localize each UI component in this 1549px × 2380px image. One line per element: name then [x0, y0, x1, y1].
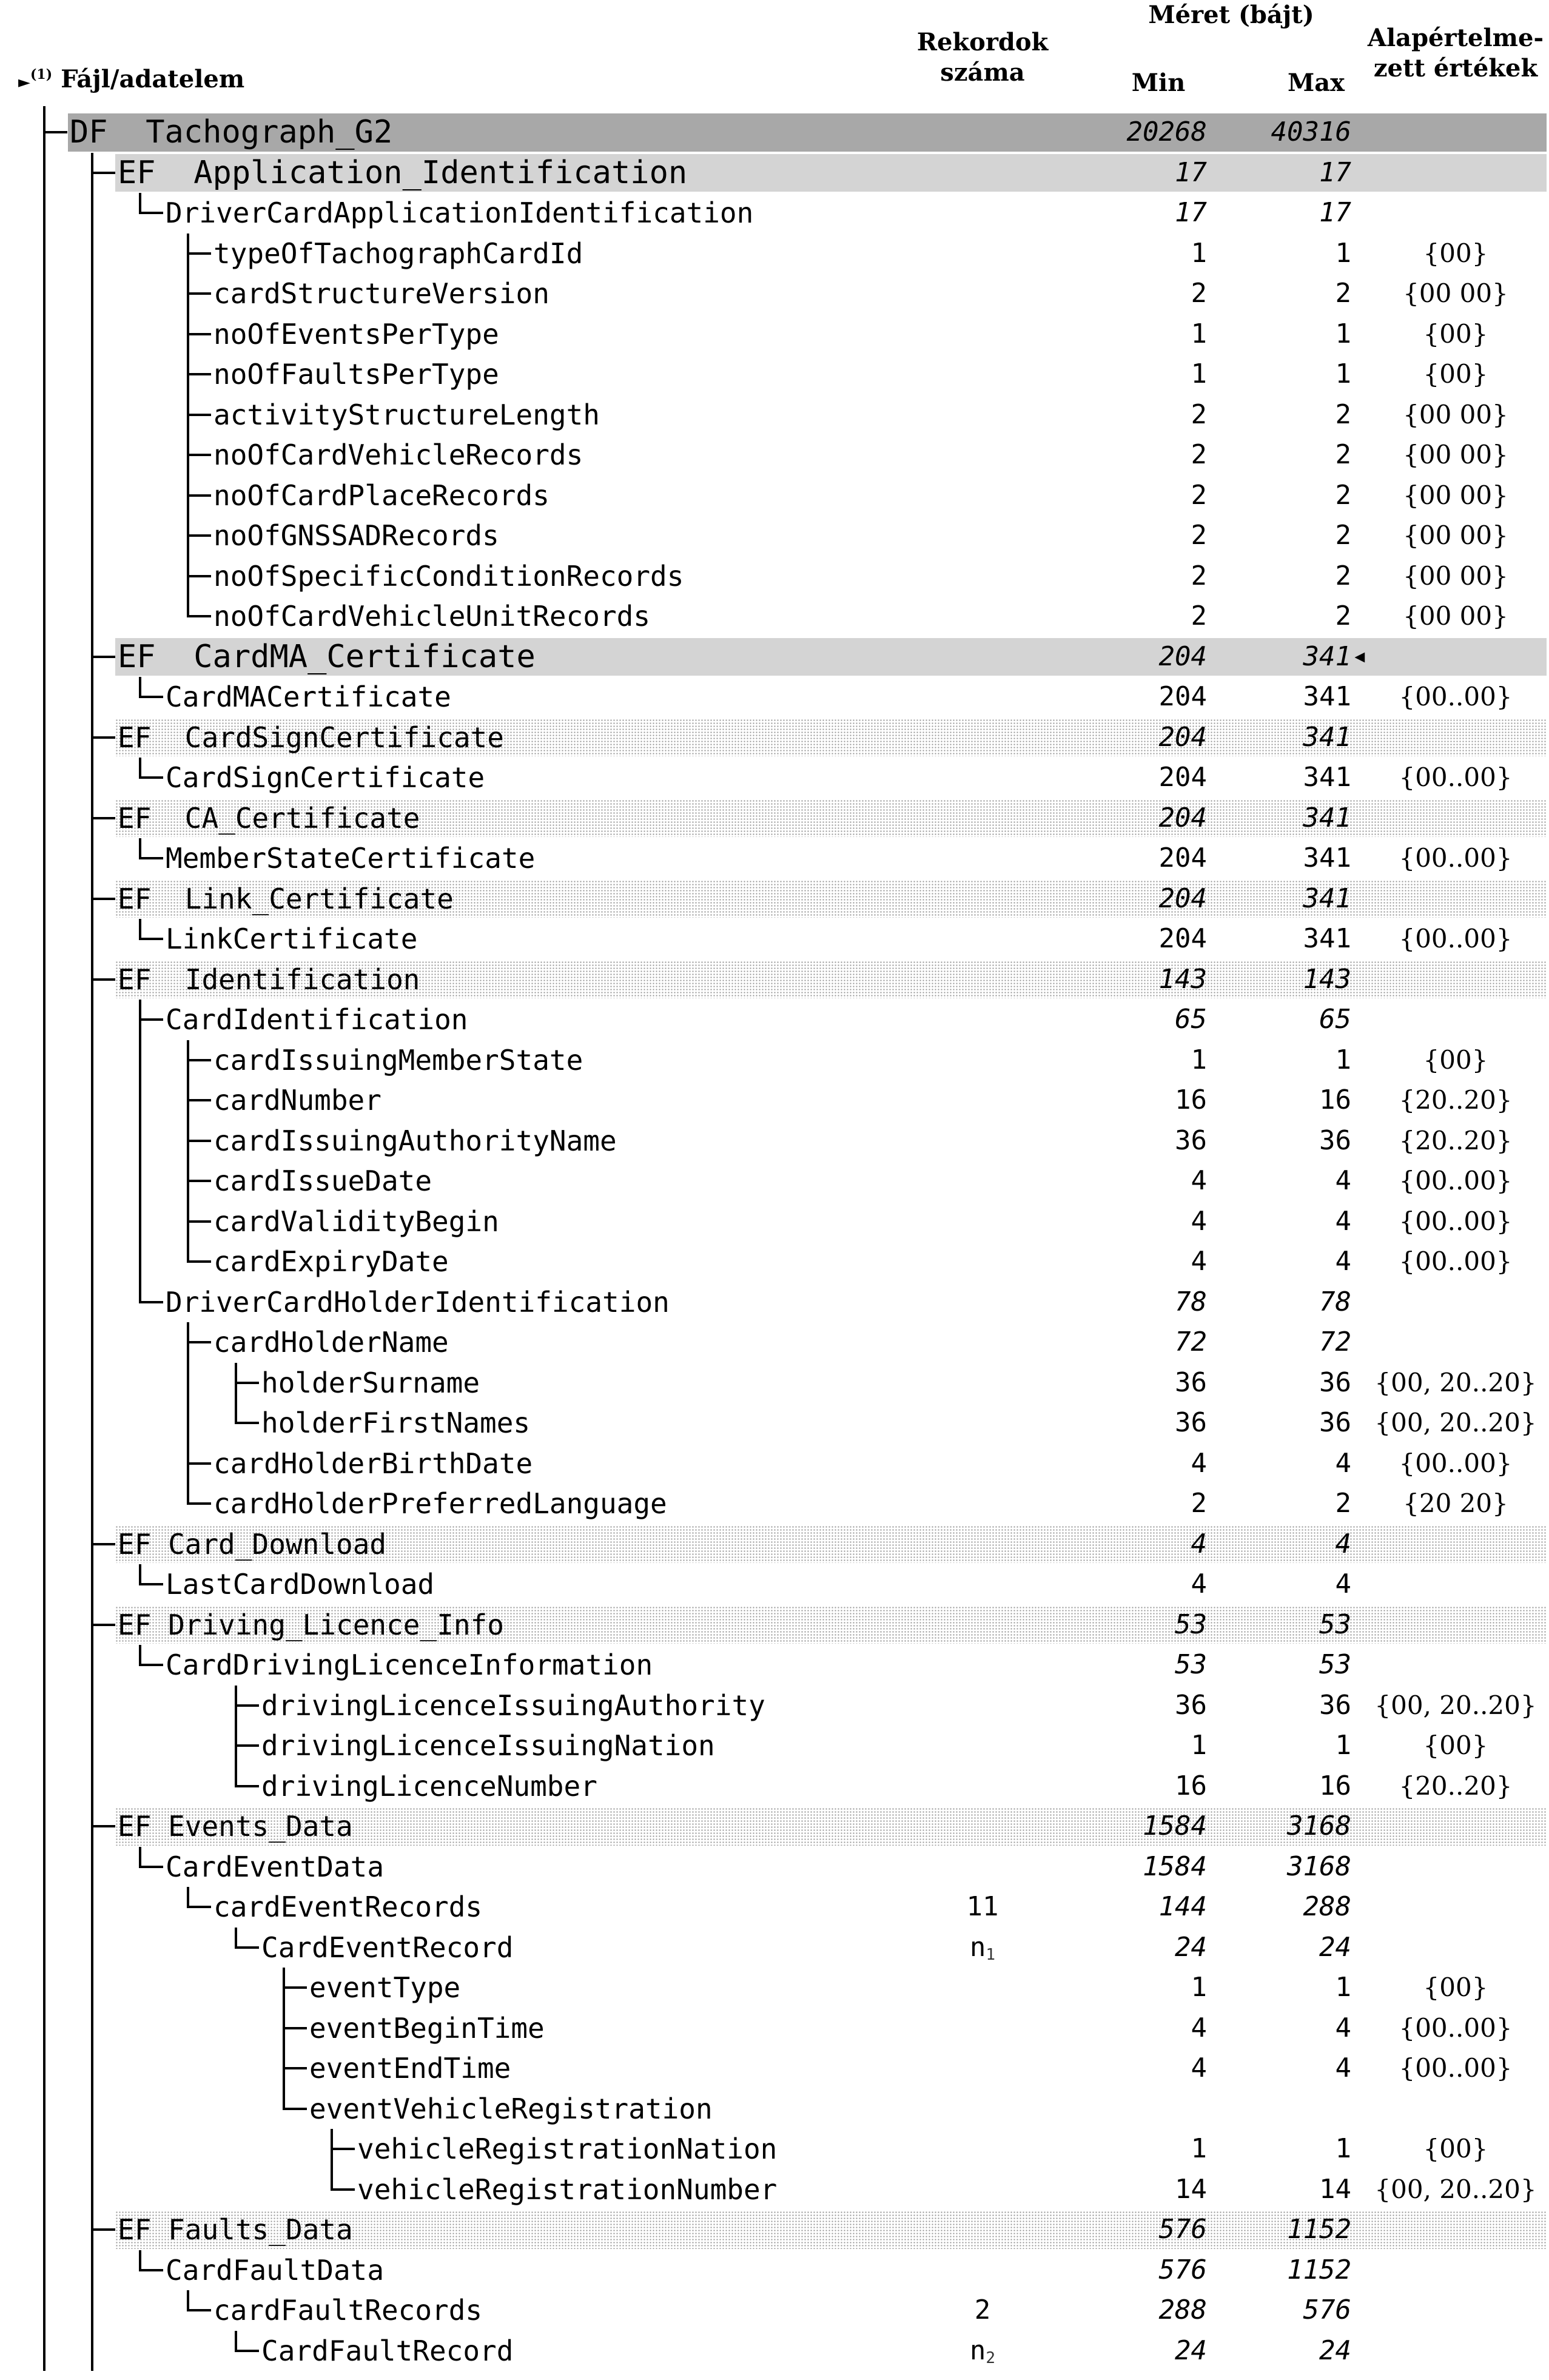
size-max: 36 — [1319, 1689, 1351, 1721]
size-max: 2 — [1335, 600, 1351, 631]
size-min: 204 — [1158, 842, 1207, 873]
table-row — [0, 2210, 1549, 2250]
table-row — [0, 919, 1549, 960]
default-value: {00..00} — [1399, 843, 1513, 873]
header-default-line2: zett értékek — [1373, 54, 1538, 82]
size-max: 341 — [1303, 802, 1351, 833]
size-min: 36 — [1175, 1366, 1207, 1398]
default-value: {00 00} — [1403, 520, 1508, 550]
element-name: EF CA_Certificate — [118, 801, 420, 835]
element-name: typeOfTachographCardId — [213, 237, 583, 270]
table-row — [0, 1847, 1549, 1888]
default-value: {00} — [1423, 359, 1488, 389]
size-min: 1 — [1191, 2133, 1207, 2164]
table-row — [0, 1202, 1549, 1242]
size-min: 78 — [1175, 1286, 1207, 1317]
table-row — [0, 556, 1549, 597]
header-record-count — [910, 27, 1055, 88]
table-row — [0, 1282, 1549, 1323]
header-default-line1: Alapértelme- — [1367, 24, 1544, 52]
element-name: eventBeginTime — [309, 2011, 545, 2045]
table-row — [0, 1000, 1549, 1040]
table-row — [0, 2290, 1549, 2331]
default-value: {00..00} — [1399, 682, 1513, 711]
size-min: 2 — [1191, 600, 1207, 631]
size-min: 1 — [1191, 1044, 1207, 1075]
size-max: 17 — [1319, 197, 1351, 228]
record-count: 11 — [966, 1891, 999, 1922]
size-max: 53 — [1319, 1609, 1351, 1640]
size-min: 1 — [1191, 358, 1207, 389]
size-max: 1 — [1335, 1730, 1351, 1761]
size-min: 17 — [1175, 156, 1207, 188]
table-row — [0, 2089, 1549, 2130]
default-value: {00..00} — [1399, 2053, 1513, 2083]
element-name: noOfFaultsPerType — [213, 358, 499, 391]
size-min: 4 — [1191, 1246, 1207, 1277]
size-min: 143 — [1158, 963, 1207, 995]
table-row — [0, 274, 1549, 314]
size-min: 53 — [1175, 1649, 1207, 1680]
size-max: 288 — [1303, 1891, 1351, 1922]
size-max: 1 — [1335, 358, 1351, 389]
table-row — [0, 1766, 1549, 1807]
size-min: 4 — [1191, 1165, 1207, 1196]
table-row — [0, 758, 1549, 798]
header-record-count-line2: száma — [940, 58, 1025, 87]
size-max: 2 — [1335, 479, 1351, 511]
header-file-element — [18, 59, 273, 98]
table-row — [0, 1403, 1549, 1444]
size-max: 36 — [1319, 1407, 1351, 1438]
header-min: Min — [1131, 69, 1186, 97]
size-max: 341 — [1303, 721, 1351, 753]
size-max: 4 — [1335, 2052, 1351, 2083]
size-max: 1 — [1335, 1972, 1351, 2003]
element-name: holderSurname — [261, 1366, 480, 1399]
default-value: {00} — [1423, 1972, 1488, 2002]
header-marker: ► — [18, 73, 30, 92]
size-min: 4 — [1191, 1528, 1207, 1559]
element-name: cardExpiryDate — [213, 1245, 449, 1278]
size-min: 53 — [1175, 1609, 1207, 1640]
size-max: 36 — [1319, 1124, 1351, 1156]
element-name: cardStructureVersion — [213, 277, 549, 310]
default-value: {00..00} — [1399, 924, 1513, 953]
table-row — [0, 596, 1549, 637]
element-name: CardEventData — [166, 1850, 385, 1883]
element-name: drivingLicenceNumber — [261, 1769, 597, 1803]
table-row — [0, 112, 1549, 153]
table-row — [0, 1444, 1549, 1484]
default-value: {00 00} — [1403, 480, 1508, 510]
element-name: cardIssuingMemberState — [213, 1043, 583, 1077]
default-value: {00 00} — [1403, 399, 1508, 429]
header-marker-sup: (1) — [30, 67, 53, 82]
element-name: vehicleRegistrationNumber — [357, 2173, 778, 2206]
size-max: 4 — [1335, 1246, 1351, 1277]
table-row — [0, 2008, 1549, 2049]
table-row — [0, 193, 1549, 234]
default-value: {00, 20..20} — [1374, 1367, 1537, 1397]
element-name: eventType — [309, 1971, 461, 2004]
table-row — [0, 1040, 1549, 1081]
element-name: cardHolderName — [213, 1326, 449, 1359]
element-name: CardMACertificate — [166, 681, 451, 713]
size-min: 2 — [1191, 1488, 1207, 1519]
size-min: 36 — [1175, 1407, 1207, 1438]
element-name: EF Identification — [118, 963, 420, 996]
element-name: CardFaultData — [166, 2253, 385, 2287]
element-name: noOfCardPlaceRecords — [213, 479, 549, 512]
size-max: 24 — [1319, 2335, 1351, 2366]
size-min: 204 — [1158, 923, 1207, 954]
table-row — [0, 1322, 1549, 1363]
element-name: CardEventRecord — [261, 1931, 514, 1964]
element-name: cardHolderBirthDate — [213, 1447, 533, 1480]
element-name: EF CardMA_Certificate — [118, 638, 536, 675]
element-name: noOfGNSSADRecords — [213, 519, 499, 552]
header-record-count-line1: Rekordok — [916, 28, 1049, 56]
element-name: noOfSpecificConditionRecords — [213, 559, 684, 593]
size-max: 576 — [1303, 2294, 1351, 2325]
element-name: LinkCertificate — [166, 923, 418, 955]
table-row — [0, 1605, 1549, 1645]
size-min: 17 — [1175, 197, 1207, 228]
default-value: {20..20} — [1399, 1125, 1513, 1155]
size-min: 65 — [1175, 1004, 1207, 1035]
element-name: DriverCardHolderIdentification — [166, 1285, 670, 1319]
size-min: 2 — [1191, 278, 1207, 309]
default-value: {20 20} — [1403, 1488, 1508, 1518]
size-min: 20268 — [1126, 116, 1207, 147]
record-count: $n_2$ — [969, 2335, 996, 2367]
table-row — [0, 354, 1549, 395]
element-name: EF Link_Certificate — [118, 882, 454, 915]
table-row — [0, 1968, 1549, 2008]
element-name: cardFaultRecords — [213, 2294, 483, 2327]
element-name: CardDrivingLicenceInformation — [166, 1649, 653, 1681]
table-row — [0, 960, 1549, 1000]
element-name: drivingLicenceIssuingAuthority — [261, 1689, 765, 1722]
table-row — [0, 1524, 1549, 1565]
table-row — [0, 1686, 1549, 1726]
default-value: {00..00} — [1399, 1448, 1513, 1478]
table-row — [0, 1928, 1549, 1968]
element-name: eventEndTime — [309, 2052, 511, 2085]
table-row — [0, 516, 1549, 556]
size-min: 288 — [1158, 2294, 1207, 2325]
table-row — [0, 476, 1549, 516]
size-min: 24 — [1175, 2335, 1207, 2366]
default-value: {00, 20..20} — [1374, 2174, 1537, 2204]
size-min: 204 — [1158, 721, 1207, 753]
element-name: CardIdentification — [166, 1003, 468, 1036]
size-max: 1 — [1335, 318, 1351, 349]
table-row — [0, 838, 1549, 879]
element-name: eventVehicleRegistration — [309, 2092, 713, 2125]
size-min: 204 — [1158, 762, 1207, 793]
file-structure-table — [0, 112, 1549, 2380]
size-max: 1 — [1335, 2133, 1351, 2164]
element-name: LastCardDownload — [166, 1568, 435, 1601]
element-name: cardValidityBegin — [213, 1205, 499, 1238]
element-name: EF Events_Data — [118, 1810, 353, 1843]
default-value: {00, 20..20} — [1374, 1408, 1537, 1437]
element-name: EF CardSignCertificate — [118, 721, 504, 754]
element-name: cardEventRecords — [213, 1891, 483, 1923]
element-name: DF Tachograph_G2 — [70, 114, 393, 150]
table-row — [0, 234, 1549, 274]
default-value: {00 00} — [1403, 560, 1508, 591]
table-row — [0, 1726, 1549, 1766]
default-value: {00 00} — [1403, 278, 1508, 308]
header-size-title: Méret (bájt) — [1148, 1, 1314, 29]
table-row — [0, 1806, 1549, 1847]
element-name: DriverCardApplicationIdentification — [166, 197, 754, 229]
size-max: 24 — [1319, 1931, 1351, 1963]
table-row — [0, 2129, 1549, 2170]
element-name: noOfEventsPerType — [213, 317, 499, 351]
size-max: 4 — [1335, 1528, 1351, 1559]
table-row — [0, 718, 1549, 758]
size-min: 1584 — [1143, 1851, 1207, 1882]
default-value: {00 00} — [1403, 601, 1508, 631]
size-max: 1 — [1335, 1044, 1351, 1075]
size-max: 341 — [1303, 923, 1351, 954]
default-value: {00, 20..20} — [1374, 1690, 1537, 1720]
size-min: 4 — [1191, 2052, 1207, 2083]
size-max: 1152 — [1287, 2254, 1351, 2285]
size-min: 14 — [1175, 2173, 1207, 2205]
size-min: 576 — [1158, 2214, 1207, 2245]
size-max: 2 — [1335, 439, 1351, 470]
size-min: 4 — [1191, 1205, 1207, 1237]
size-min: 1 — [1191, 1730, 1207, 1761]
element-name: EF Driving_Licence_Info — [118, 1608, 504, 1641]
table-row — [0, 1484, 1549, 1524]
size-min: 2 — [1191, 439, 1207, 470]
size-min: 204 — [1158, 882, 1207, 914]
size-min: 36 — [1175, 1689, 1207, 1721]
size-max: 4 — [1335, 1205, 1351, 1237]
size-max: 4 — [1335, 1165, 1351, 1196]
size-max: 17 — [1319, 156, 1351, 188]
table-row — [0, 2250, 1549, 2291]
element-name: activityStructureLength — [213, 398, 600, 431]
table-row — [0, 1887, 1549, 1928]
size-max: 341 — [1303, 640, 1351, 672]
element-name: drivingLicenceIssuingNation — [261, 1729, 715, 1762]
size-min: 144 — [1158, 1891, 1207, 1922]
element-name: cardHolderPreferredLanguage — [213, 1487, 667, 1520]
default-value: {00..00} — [1399, 1166, 1513, 1195]
table-row — [0, 1363, 1549, 1403]
element-name: cardIssueDate — [213, 1165, 432, 1197]
size-max: 3168 — [1287, 1810, 1351, 1841]
table-row — [0, 879, 1549, 919]
size-max: 1 — [1335, 237, 1351, 269]
size-min: 2 — [1191, 479, 1207, 511]
size-max: 65 — [1319, 1004, 1351, 1035]
element-name: cardIssuingAuthorityName — [213, 1124, 617, 1157]
header-file-element-label: Fájl/adatelem — [61, 65, 245, 93]
table-row — [0, 677, 1549, 718]
default-value: {00 00} — [1403, 440, 1508, 469]
size-min: 4 — [1191, 2012, 1207, 2043]
size-min: 2 — [1191, 560, 1207, 591]
size-min: 1 — [1191, 318, 1207, 349]
default-value: {20..20} — [1399, 1085, 1513, 1115]
header-default — [1359, 23, 1549, 84]
table-row — [0, 314, 1549, 355]
size-min: 1584 — [1143, 1810, 1207, 1841]
record-count: $n_1$ — [969, 1931, 996, 1964]
size-max: 16 — [1319, 1084, 1351, 1115]
element-name: CardFaultRecord — [261, 2334, 514, 2367]
size-min: 204 — [1158, 640, 1207, 672]
size-max: 341 — [1303, 882, 1351, 914]
element-name: holderFirstNames — [261, 1407, 531, 1439]
size-min: 36 — [1175, 1124, 1207, 1156]
element-name: MemberStateCertificate — [166, 842, 536, 875]
record-count: 2 — [974, 2294, 991, 2325]
size-max: 341 — [1303, 681, 1351, 712]
element-name: cardNumber — [213, 1084, 381, 1117]
element-name: vehicleRegistrationNation — [357, 2133, 778, 2165]
table-row — [0, 1161, 1549, 1202]
size-min: 24 — [1175, 1931, 1207, 1963]
element-name: EF Faults_Data — [118, 2213, 353, 2246]
size-min: 16 — [1175, 1084, 1207, 1115]
size-max: 2 — [1335, 278, 1351, 309]
table-row — [0, 2331, 1549, 2372]
default-value: {00..00} — [1399, 762, 1513, 792]
size-max: 2 — [1335, 398, 1351, 430]
default-value: {00..00} — [1399, 1206, 1513, 1236]
table-row — [0, 1080, 1549, 1121]
size-min: 72 — [1175, 1326, 1207, 1357]
size-max: 36 — [1319, 1366, 1351, 1398]
table-row — [0, 2048, 1549, 2089]
table-row — [0, 798, 1549, 839]
default-value: {00} — [1423, 238, 1488, 268]
size-min: 1 — [1191, 1972, 1207, 2003]
size-max: 14 — [1319, 2173, 1351, 2205]
table-row — [0, 1121, 1549, 1161]
default-value: {00} — [1423, 2134, 1488, 2163]
element-name: noOfCardVehicleUnitRecords — [213, 600, 651, 633]
table-row — [0, 435, 1549, 476]
table-row — [0, 1242, 1549, 1282]
table-row — [0, 1564, 1549, 1605]
size-max: 16 — [1319, 1770, 1351, 1801]
size-max: 72 — [1319, 1326, 1351, 1357]
header-max: Max — [1287, 69, 1345, 97]
size-min: 204 — [1158, 802, 1207, 833]
size-max: 53 — [1319, 1649, 1351, 1680]
size-max: 3168 — [1287, 1851, 1351, 1882]
default-value: {00..00} — [1399, 2012, 1513, 2043]
size-max: 2 — [1335, 560, 1351, 591]
size-max: 2 — [1335, 520, 1351, 551]
size-max: 78 — [1319, 1286, 1351, 1317]
element-name: EF Application_Identification — [118, 154, 688, 191]
size-max: 143 — [1303, 963, 1351, 995]
element-name: CardSignCertificate — [166, 761, 485, 794]
default-value: {00..00} — [1399, 1246, 1513, 1276]
default-value: {00} — [1423, 1730, 1488, 1760]
size-max: 4 — [1335, 2012, 1351, 2043]
element-name: noOfCardVehicleRecords — [213, 439, 583, 471]
size-min: 204 — [1158, 681, 1207, 712]
default-value: {00} — [1423, 318, 1488, 349]
size-max: 1152 — [1287, 2214, 1351, 2245]
table-row — [0, 1645, 1549, 1686]
size-min: 16 — [1175, 1770, 1207, 1801]
size-max: 341 — [1303, 842, 1351, 873]
element-name: EF Card_Download — [118, 1527, 387, 1561]
table-row — [0, 395, 1549, 435]
size-min: 2 — [1191, 398, 1207, 430]
table-row — [0, 153, 1549, 193]
size-min: 2 — [1191, 520, 1207, 551]
size-min: 4 — [1191, 1447, 1207, 1479]
size-max: 2 — [1335, 1488, 1351, 1519]
table-row — [0, 2170, 1549, 2210]
size-min: 4 — [1191, 1568, 1207, 1599]
size-max: 4 — [1335, 1568, 1351, 1599]
size-max: 4 — [1335, 1447, 1351, 1479]
default-value: {00} — [1423, 1044, 1488, 1075]
change-marker: ◄ — [1351, 647, 1368, 667]
size-min: 1 — [1191, 237, 1207, 269]
size-max: 341 — [1303, 762, 1351, 793]
size-min: 576 — [1158, 2254, 1207, 2285]
default-value: {20..20} — [1399, 1770, 1513, 1801]
table-row — [0, 637, 1549, 677]
size-max: 40316 — [1271, 116, 1351, 147]
